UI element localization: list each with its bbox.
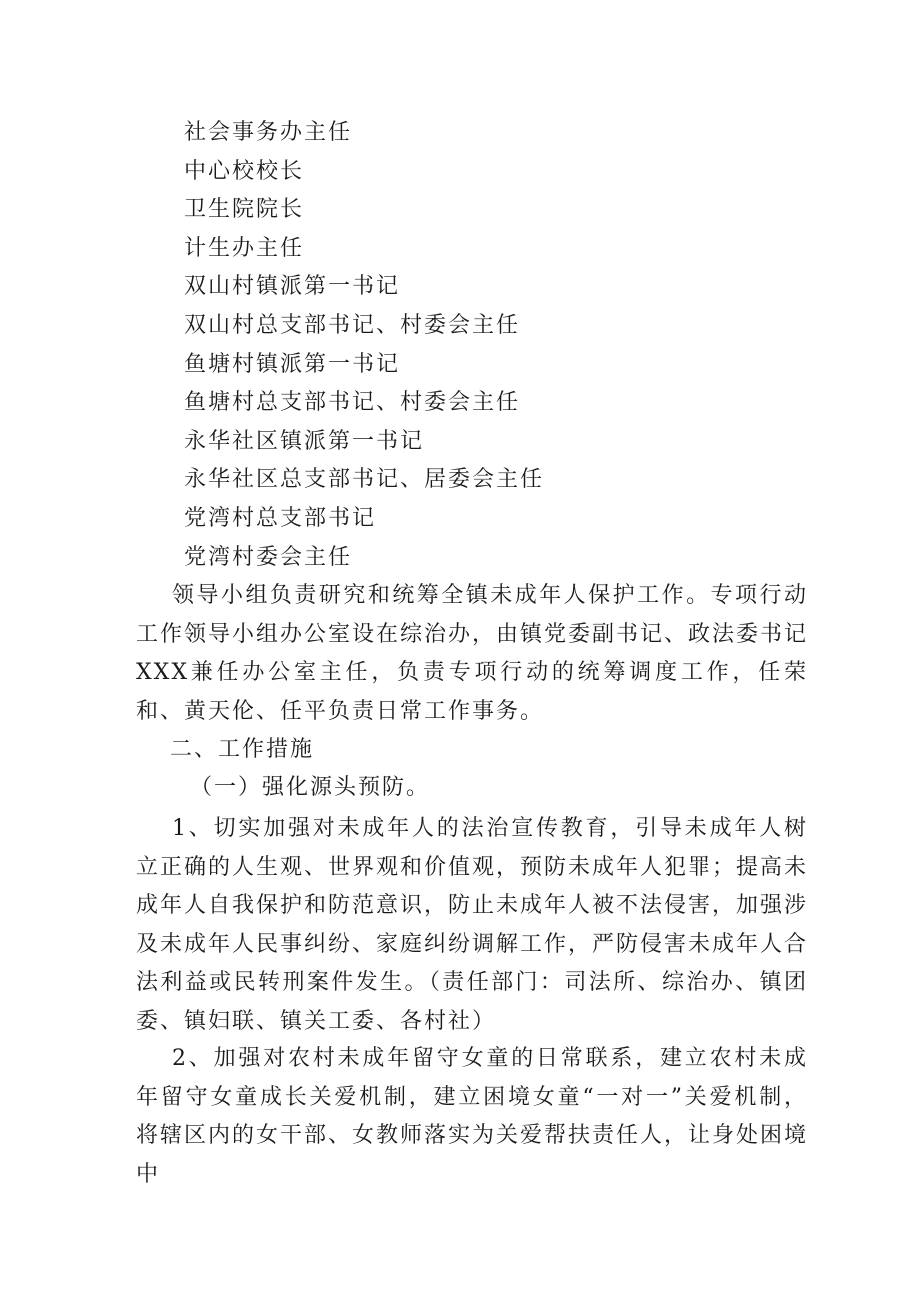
measure-paragraph-1: 1、切实加强对未成年人的法治宣传教育，引导未成年人树立正确的人生观、世界观和价值观，预防未成年人犯罪；提高未成年人自我保护和防范意识，防止未成年人被不法侵害，加强涉及未成年人民事纠纷、家庭纠纷调解工作，严防侵害未成年人合法利益或民转刑案件发生。（责任部门：司法所、综治办、镇团委、镇妇联、镇关工委、各村社） — [136, 816, 809, 1034]
list-item: 党湾村总支部书记 — [184, 505, 377, 531]
list-item: 永华社区总支部书记、居委会主任 — [184, 467, 545, 493]
list-item: 双山村镇派第一书记 — [184, 274, 401, 300]
list-item: 鱼塘村总支部书记、村委会主任 — [184, 390, 521, 416]
leadership-paragraph: 领导小组负责研究和统筹全镇未成年人保护工作。专项行动工作领导小组办公室设在综治办，由镇党委副书记、政法委书记XXX兼任办公室主任，负责专项行动的统筹调度工作，任荣和、黄天伦、任平负责日常工作事务。 — [136, 583, 809, 724]
list-item: 社会事务办主任 — [184, 120, 353, 145]
subsection-heading: （一）强化源头预防。 — [190, 775, 431, 800]
list-item: 中心校校长 — [184, 158, 305, 184]
list-item: 双山村总支部书记、村委会主任 — [184, 312, 521, 338]
list-item: 卫生院院长 — [184, 197, 305, 223]
list-item: 永华社区镇派第一书记 — [184, 428, 425, 454]
list-item: 鱼塘村镇派第一书记 — [184, 351, 401, 377]
list-item: 计生办主任 — [184, 235, 305, 261]
list-item: 党湾村委会主任 — [184, 544, 353, 570]
measure-paragraph-2: 2、加强对农村未成年留守女童的日常联系，建立农村未成年留守女童成长关爱机制，建立困境女童“一对一”关爱机制，将辖区内的女干部、女教师落实为关爱帮扶责任人，让身处困境中 — [136, 1046, 809, 1187]
member-list — [184, 114, 544, 577]
section-heading: 二、工作措施 — [170, 737, 315, 762]
